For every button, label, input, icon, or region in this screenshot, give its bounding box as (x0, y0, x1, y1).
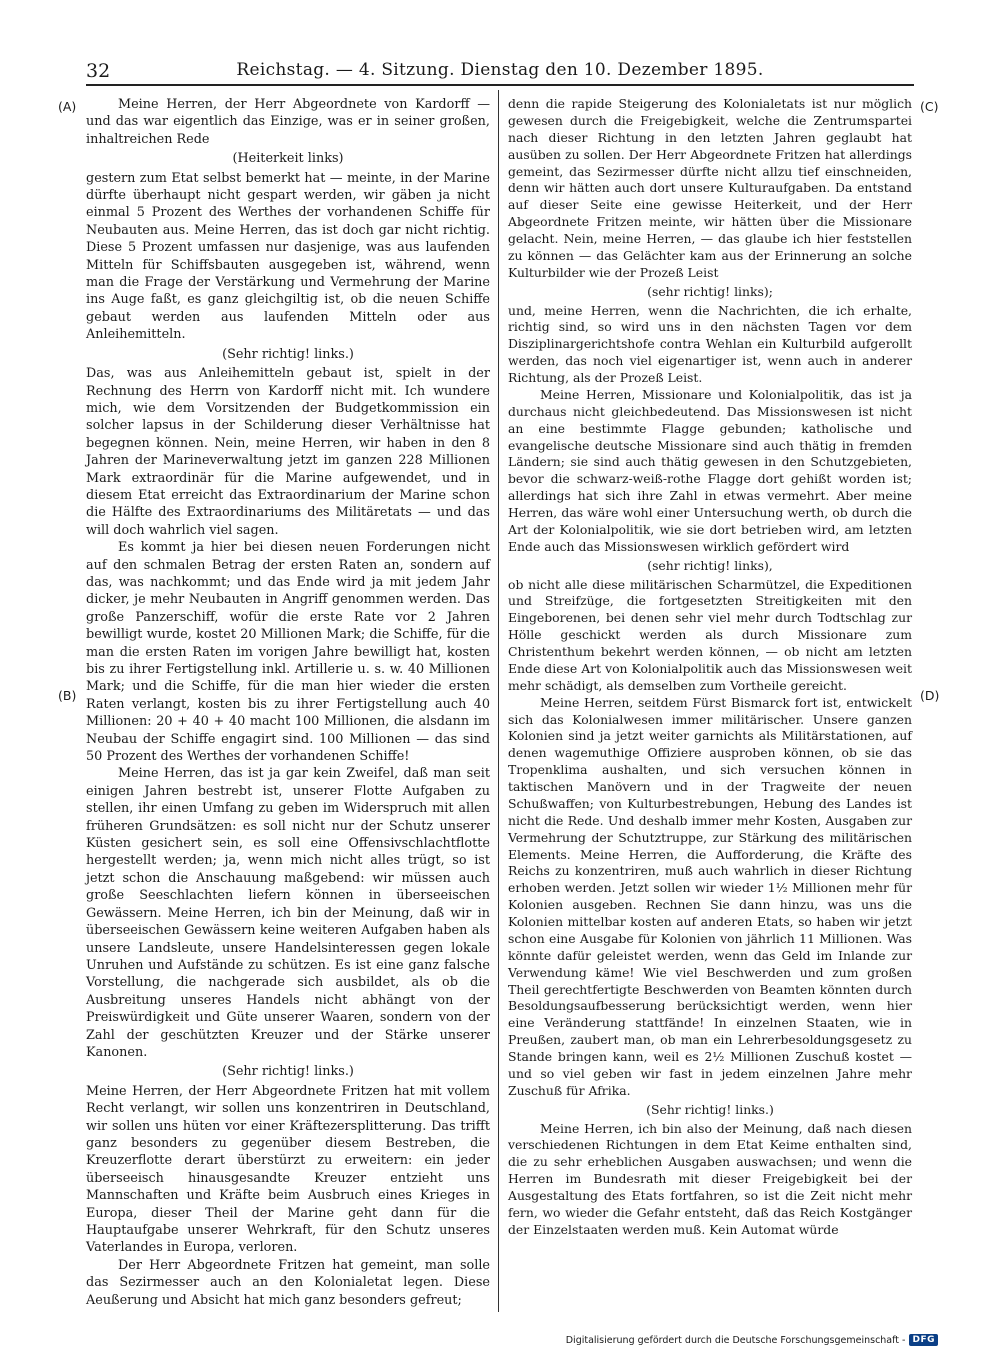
reaction-note: (Sehr richtig! links.) (646, 1101, 774, 1117)
paragraph: ob nicht alle diese militärischen Scharmützel, die Expeditionen und Streifzüge, die fortgesetzten Streitigkeiten mit den Eingeborenen, bei denen sehr viel mehr durch Todtschlag zur Hölle geschickt werden als durch Missionare zum Christenthum bekehrt werden können, — ob nicht am letzten Ende diese Art von Kolonialpolitik auch das Missionswesen weit mehr schädigt, als demselben zum Vortheile gereicht. (508, 576, 912, 693)
reaction-note: (sehr richtig! links), (647, 557, 773, 573)
paragraph: Meine Herren, der Herr Abgeordnete von Kardorff — und das war eigentlich das Einzige, was er in seiner großen, inhaltreichen Rede (86, 97, 490, 147)
margin-marker-a: (A) (58, 99, 77, 114)
footer-credit: Digitalisierung gefördert durch die Deutsche Forschungsgemeinschaft - (565, 1334, 906, 1346)
margin-marker-c: (C) (920, 99, 939, 114)
header-rule (86, 84, 914, 86)
paragraph: gestern zum Etat selbst bemerkt hat — meinte, in der Marine dürfte überhaupt nicht gespart werden, wir gäben ja nicht einmal 5 Prozent des Werthes der vorhandenen Schiffe für Neubauten aus. Meine Herren, das ist doch gar nicht richtig. Diese 5 Prozent umfassen nur dasjenige, was aus laufenden Mitteln für Schiffsbauten ausgegeben ist, während, wenn man die Frage der Verstärkung und Vermehrung der Marine ins Auge faßt, es ganz gleichgiltig ist, ob die neuen Schiffe gebaut werden aus laufenden Mitteln oder aus Anleihemitteln. (86, 170, 490, 343)
column-divider (498, 90, 499, 1312)
left-column (86, 96, 490, 1309)
dfg-logo: DFG (909, 1334, 938, 1346)
paragraph: Meine Herren, das ist ja gar kein Zweifel, daß man seit einigen Jahren bestrebt ist, unserer Flotte Aufgaben zu stellen, ihr einen Umfang zu geben im Widerspruch mit allen früheren Grundsätzen: es soll nicht nur der Schutz unserer Küsten gesichert sein, es soll eine Offensivschlachtflotte hergestellt werden; ja, wenn mich nicht alles trügt, so ist jetzt schon die Anschauung maßgebend: wir müssen auch große Seeschlachten liefern können in überseeischen Gewässern. Meine Herren, ich bin der Meinung, daß wir in überseeischen Gewässern keine weiteren Aufgaben haben als unsere Landsleute, unsere Handelsinteressen gegen lokale Unruhen und Aufstände zu schützen. Es ist eine ganz falsche Vorstellung, die nachgerade sich ausbildet, als ob die Ausbreitung unseres Handels nicht abhängt von der Preiswürdigkeit und Güte unserer Waaren, sondern von der Zahl der geschützten Kreuzer und der Stärke unserer Kanonen. (86, 766, 490, 1060)
paragraph: Meine Herren, ich bin also der Meinung, daß nach diesen verschiedenen Richtungen in dem Etat Keime enthalten sind, die zu sehr erheblichen Ausgaben auswachsen; und wenn die Herren im Bundesrath mit dieser Freigebigkeit bei der Ausgestaltung des Etats fortfahren, so ist die Zeit nicht mehr fern, wo wieder die Gefahr entsteht, daß das Reich Kostgänger der Einzelstaaten werden muß. Kein Automat würde (508, 1120, 912, 1237)
paragraph: Meine Herren, Missionare und Kolonialpolitik, das ist ja durchaus nicht gleichbedeutend. Das Missionswesen ist nicht an eine bestimmte Flagge gebunden; katholische und evangelische deutsche Missionare sind auch thätig in fremden Ländern; sie sind auch thätig gewesen in den Schutzgebieten, bevor die schwarz-weiß-rothe Flagge dort gehißt worden ist; allerdings hat sich ihre Zahl in etwas vermehrt. Aber meine Herren, das wäre wohl einer Untersuchung werth, ob durch die Art der Kolonialpolitik, wie sie dort betrieben wird, am letzten Ende auch das Missionswesen wirklich gefördert wird (508, 386, 912, 554)
paragraph: und, meine Herren, wenn die Nachrichten, die ich erhalte, richtig sind, so wird uns in den nächsten Tagen vor dem Disziplinargerichtshofe contra Wehlan ein Kulturbild aufgerollt werden, das noch viel eigenartiger ist, wenn auch in anderer Richtung, als der Prozeß Leist. (508, 302, 912, 385)
running-head: Reichstag. — 4. Sitzung. Dienstag den 10. Dezember 1895. (236, 60, 764, 80)
margin-marker-d: (D) (920, 688, 940, 703)
page-number: 32 (86, 60, 111, 82)
reaction-note: (Sehr richtig! links.) (222, 346, 354, 362)
reaction-note: (Heiterkeit links) (232, 151, 344, 167)
page-header (86, 56, 914, 86)
paragraph: Meine Herren, seitdem Fürst Bismarck fort ist, entwickelt sich das Kolonialwesen immer militärischer. Unsere ganzen Kolonien sind ja jetzt weiter garnichts als Militärstationen, auf denen wagemuthige Offiziere ausproben können, ob sie das Tropenklima aushalten, und sich versuchen können in taktischen Manövern und in der Tragweite der neuen Schußwaffen; von Kulturbestrebungen, Hebung des Landes ist nicht die Rede. Und deshalb immer mehr Kosten, Ausgaben zur Vermehrung der Schutztruppe, zur Stärkung des militärischen Elements. Meine Herren, die Aufforderung, die Kräfte des Reichs zu konzentriren, muß auch wahrlich in dieser Richtung erhoben werden. Jetzt sollen wir wieder 1½ Millionen mehr für Kolonien ausgeben. Rechnen Sie dann hinzu, was uns die Kolonien mittelbar kosten auf anderen Etats, so haben wir jetzt schon eine Ausgabe für Kolonien von jährlich 11 Millionen. Was könnte dafür geleistet werden, wenn das Geld im Inlande zur Verwendung käme! Wie viel Beschwerden und zum großen Theil gerechtfertigte Beschwerden von Beamten könnten durch Besoldungsaufbesserung berücksichtigt werden, wenn hier eine Veränderung stattfände! In einzelnen Staaten, wie in Preußen, zaubert man, ob man ein Lehrerbesoldungsgesetz zu Stande bringen kann, weil es 2½ Millionen Zuschuß kostet — und so viel geben wir fast in jedem einzelnen Jahre mehr Zuschuß für Afrika. (508, 694, 912, 1098)
paragraph: Der Herr Abgeordnete Fritzen hat gemeint, man solle das Sezirmesser auch an den Kolonialetat legen. Diese Aeußerung und Absicht hat mich ganz besonders gefreut; (86, 1257, 490, 1308)
paragraph: denn die rapide Steigerung des Kolonialetats ist nur möglich gewesen durch die Freigebigkeit, welche die Zentrumspartei nach dieser Richtung in den letzten Jahren geglaubt hat ausüben zu sollen. Der Herr Abgeordnete Fritzen hat allerdings gemeint, das Sezirmesser dürfte nicht allzu tief einschneiden, denn wir hätten auch dort unsere Kulturaufgaben. Da entstand auf dieser Seite eine gewisse Heiterkeit, und der Herr Abgeordnete Fritzen meinte, wir hätten über die Missionare gelacht. Nein, meine Herren, — das glaube ich hier feststellen zu können — das Gelächter kam aus der Erinnerung an solche Kulturbilder wie der Prozeß Leist (508, 96, 912, 280)
margin-marker-b: (B) (58, 688, 77, 703)
footer (566, 1334, 938, 1346)
right-column (508, 96, 912, 1239)
reaction-note: (sehr richtig! links); (647, 283, 773, 299)
paragraph: Meine Herren, der Herr Abgeordnete Fritzen hat mit vollem Recht verlangt, wir sollen uns konzentriren in Deutschland, wir sollen uns hüten vor einer Kräftezersplitterung. Das trifft ganz besonders zu gegenüber diesem Bestreben, die Kreuzerflotte derart überstürzt zu erweitern: ein jeder überseeisch hinausgesandte Kreuzer entzieht uns Mannschaften und Kräfte beim Ausbruch eines Krieges in Europa, dieser Theil der Marine geht dann für die Hauptaufgabe unserer Wehrkraft, für den Schutz unseres Vaterlandes in Europa, verloren. (86, 1083, 490, 1256)
reaction-note: (Sehr richtig! links.) (222, 1064, 354, 1080)
paragraph: Es kommt ja hier bei diesen neuen Forderungen nicht auf den schmalen Betrag der ersten Raten an, sondern auf das, was nachkommt; und das Ende wird ja mit jedem Jahr dicker, je mehr Neubauten in Angriff genommen werden. Das große Panzerschiff, wofür die erste Rate vor 2 Jahren bewilligt wurde, kostet 20 Millionen Mark; die Schiffe, für die man die ersten Raten im vorigen Jahre bewilligt hat, kosten bis zu ihrer Fertigstellung inkl. Artillerie u. s. w. 40 Millionen Mark; und die Schiffe, für die man hier wieder die ersten Raten verlangt, kosten bis zu ihrer Fertigstellung auch 40 Millionen: 20 + 40 + 40 macht 100 Millionen, die alsdann im Neubau der Schiffe engagirt sind. 100 Millionen — das sind 50 Prozent des Werthes der vorhandenen Schiffe! (86, 540, 490, 765)
paragraph: Das, was aus Anleihemitteln gebaut ist, spielt in der Rechnung des Herrn von Kardorff nicht mit. Ich wundere mich, wie dem Vorsitzenden der Budgetkommission ein solcher lapsus in der Schilderung dieser Verhältnisse hat begegnen können. Nein, meine Herren, wir haben in den 8 Jahren der Marineverwaltung jetzt im ganzen 228 Millionen Mark extraordinär für die Marine aufgewendet, und in diesem Etat erreicht das Extraordinarium der Marine schon die Hälfte des Extraordinariums des Militäretats — und das will doch wahrlich viel sagen. (86, 366, 490, 538)
